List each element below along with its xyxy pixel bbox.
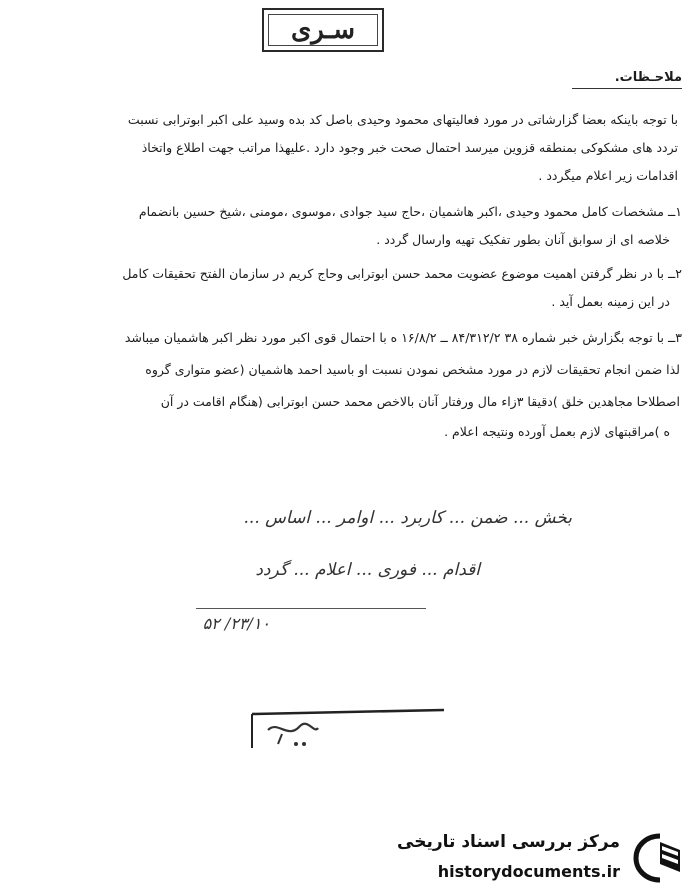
footer-website: historydocuments.ir	[437, 862, 620, 881]
handwritten-date: ۲۳/۱۰/ ۵۲	[202, 614, 270, 633]
item-3-line-4: ه )مراقبتهای لازم بعمل آورده ونتیجه اعلام .	[444, 424, 670, 439]
handwritten-note-line-1: بخش ... ضمن ... کاربرد ... اوامر ... اساس ...	[243, 508, 572, 528]
classification-label: سـری	[290, 15, 356, 45]
item-1-line-1: ۱ــ مشخصات کامل محمود وحیدی ،اکبر هاشمیان ،حاج سید جوادی ،موسوی ،مومنی ،شیخ حسین بانضمام	[138, 204, 682, 219]
classification-stamp	[262, 8, 384, 52]
intro-line-2: تردد های مشکوکی بمنطقه قزوین میرسد احتمال صحت خبر وجود دارد .علیهذا مراتب جهت اطلاع واتخاذ	[141, 140, 678, 155]
intro-line-1: با توجه باینکه بعضا گزارشاتی در مورد فعالیتهای محمود وحیدی باصل کد بده وسید علی اکبر ابوترابی نسبت	[127, 112, 678, 127]
footer-org-name: مرکز بررسی اسناد تاریخی	[397, 832, 620, 852]
item-3-line-3: اصطلاحا مجاهدین خلق )دقیقا ٣زاء مال ورفتار آنان بالاخص محمد حسن ابوترابی (هنگام اقامت در آن	[160, 394, 680, 409]
scribble-mark	[248, 704, 448, 754]
archive-logo-icon	[632, 832, 688, 884]
section-title-underline	[572, 88, 682, 89]
item-2-line-2: در این زمینه بعمل آید .	[551, 294, 670, 309]
item-3-line-1: ۳ــ با توجه بگزارش خبر شماره ۳۸ ۸۴/۳۱۲/۲ ــ ۱۶/۸/۲ ه با احتمال قوی اکبر مورد نظر اکبر هاشمیان میباشد	[124, 330, 682, 345]
handwritten-underline	[196, 608, 426, 609]
item-2-line-1: ۲ــ با در نظر گرفتن اهمیت موضوع عضویت محمد حسن ابوترابی وحاج کریم در سازمان الفتح تحقیقات کامل	[122, 266, 682, 281]
section-title: ملاحـظات.	[614, 70, 682, 85]
intro-line-3: اقدامات زیر اعلام میگردد .	[538, 168, 678, 183]
item-1-line-2: خلاصه ای از سوابق آنان بطور تفکیک تهیه وارسال گردد .	[376, 232, 670, 247]
handwritten-note-line-2: اقدام ... فوری ... اعلام ... گردد	[255, 560, 480, 580]
item-3-line-2: لذا ضمن انجام تحقیقات لازم در مورد مشخص نمودن نسبت او باسید احمد هاشمیان (عضو متواری گروه	[145, 362, 680, 377]
